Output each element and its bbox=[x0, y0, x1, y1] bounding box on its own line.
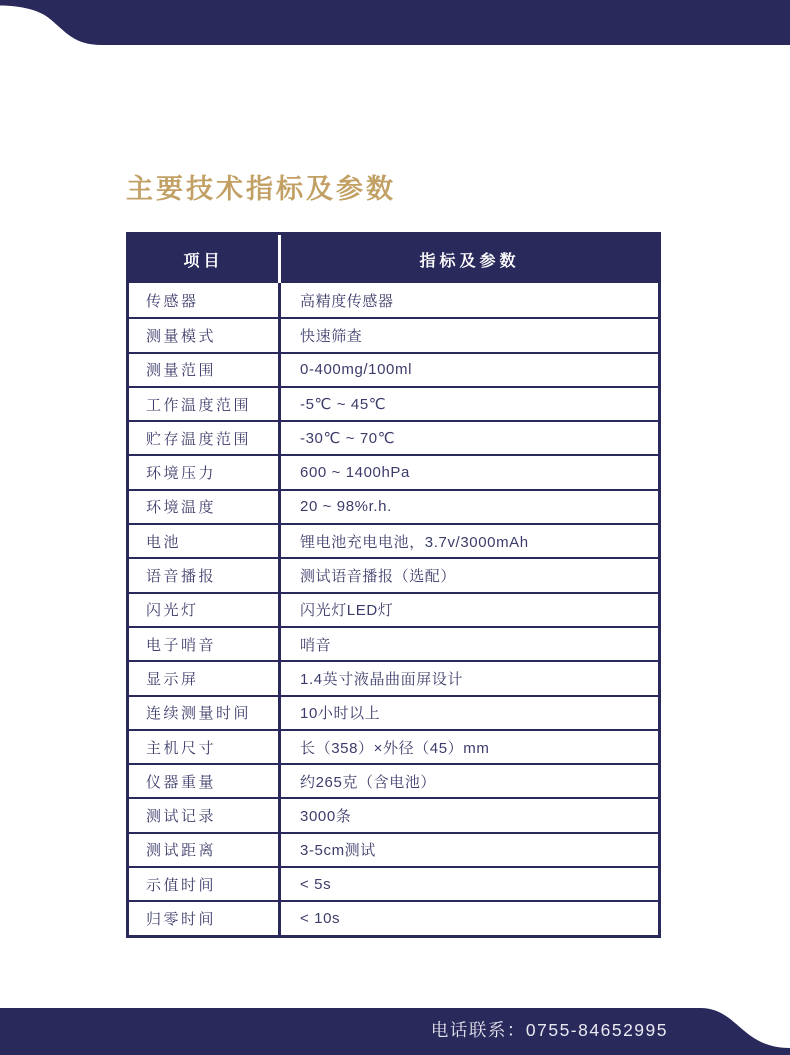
spec-value: 高精度传感器 bbox=[278, 283, 658, 317]
top-wave-band bbox=[0, 0, 790, 50]
spec-label: 主机尺寸 bbox=[146, 739, 217, 757]
table-row bbox=[129, 489, 658, 523]
spec-value: -5℃ ~ 45℃ bbox=[278, 388, 658, 420]
spec-label: 测试距离 bbox=[146, 842, 217, 860]
table-row bbox=[129, 763, 658, 797]
header-cell-value: 指标及参数 bbox=[281, 235, 658, 283]
spec-value: 约265克（含电池） bbox=[278, 765, 658, 797]
spec-value: 3000条 bbox=[278, 799, 658, 831]
spec-label: 连续测量时间 bbox=[146, 705, 252, 723]
spec-label: 仪器重量 bbox=[146, 773, 217, 791]
table-body bbox=[129, 283, 658, 935]
spec-label: 工作温度范围 bbox=[146, 396, 252, 414]
table-row bbox=[129, 386, 658, 420]
spec-value: 10小时以上 bbox=[278, 697, 658, 729]
table-row bbox=[129, 900, 658, 934]
spec-label: 环境温度 bbox=[146, 499, 217, 517]
spec-value: 0-400mg/100ml bbox=[278, 354, 658, 386]
footer-contact: 电话联系：0755-84652995 bbox=[430, 1019, 668, 1040]
page-title: 主要技术指标及参数 bbox=[126, 174, 396, 204]
spec-value: < 5s bbox=[278, 868, 658, 900]
spec-value: 快速筛查 bbox=[278, 319, 658, 351]
spec-table bbox=[126, 232, 661, 938]
spec-value: -30℃ ~ 70℃ bbox=[278, 422, 658, 454]
spec-label: 电池 bbox=[146, 533, 182, 551]
top-wave-shape bbox=[0, 0, 790, 50]
spec-label: 传感器 bbox=[146, 292, 199, 310]
spec-label: 环境压力 bbox=[146, 465, 217, 483]
table-row bbox=[129, 352, 658, 386]
spec-label: 测量范围 bbox=[146, 362, 217, 380]
spec-label: 语音播报 bbox=[146, 568, 217, 586]
table-row bbox=[129, 832, 658, 866]
spec-value: 1.4英寸液晶曲面屏设计 bbox=[278, 662, 658, 694]
spec-value: 测试语音播报（选配） bbox=[278, 559, 658, 591]
header-cell-item: 项目 bbox=[129, 235, 278, 283]
table-row bbox=[129, 420, 658, 454]
spec-label: 贮存温度范围 bbox=[146, 430, 252, 448]
spec-label: 闪光灯 bbox=[146, 602, 199, 620]
table-header bbox=[129, 235, 658, 283]
footer-wave-shape bbox=[0, 1008, 790, 1055]
spec-label: 显示屏 bbox=[146, 670, 199, 688]
table-row bbox=[129, 557, 658, 591]
spec-label: 归零时间 bbox=[146, 910, 217, 928]
table-row bbox=[129, 283, 658, 317]
table-row bbox=[129, 317, 658, 351]
spec-value: 锂电池充电电池，3.7v/3000mAh bbox=[278, 525, 658, 557]
spec-label: 电子哨音 bbox=[146, 636, 217, 654]
table-row bbox=[129, 454, 658, 488]
table-row bbox=[129, 626, 658, 660]
table-row bbox=[129, 592, 658, 626]
spec-value: 闪光灯LED灯 bbox=[278, 594, 658, 626]
spec-value: 哨音 bbox=[278, 628, 658, 660]
table-row bbox=[129, 729, 658, 763]
spec-label: 示值时间 bbox=[146, 876, 217, 894]
spec-label: 测试记录 bbox=[146, 808, 217, 826]
table-row bbox=[129, 866, 658, 900]
spec-value: < 10s bbox=[278, 902, 658, 934]
spec-value: 3-5cm测试 bbox=[278, 834, 658, 866]
footer-wave-band bbox=[0, 1008, 790, 1055]
spec-value: 600 ~ 1400hPa bbox=[278, 456, 658, 488]
table-row bbox=[129, 797, 658, 831]
spec-label: 测量模式 bbox=[146, 327, 217, 345]
spec-value: 长（358）×外径（45）mm bbox=[278, 731, 658, 763]
spec-value: 20 ~ 98%r.h. bbox=[278, 491, 658, 523]
table-row bbox=[129, 660, 658, 694]
table-row bbox=[129, 523, 658, 557]
table-row bbox=[129, 695, 658, 729]
